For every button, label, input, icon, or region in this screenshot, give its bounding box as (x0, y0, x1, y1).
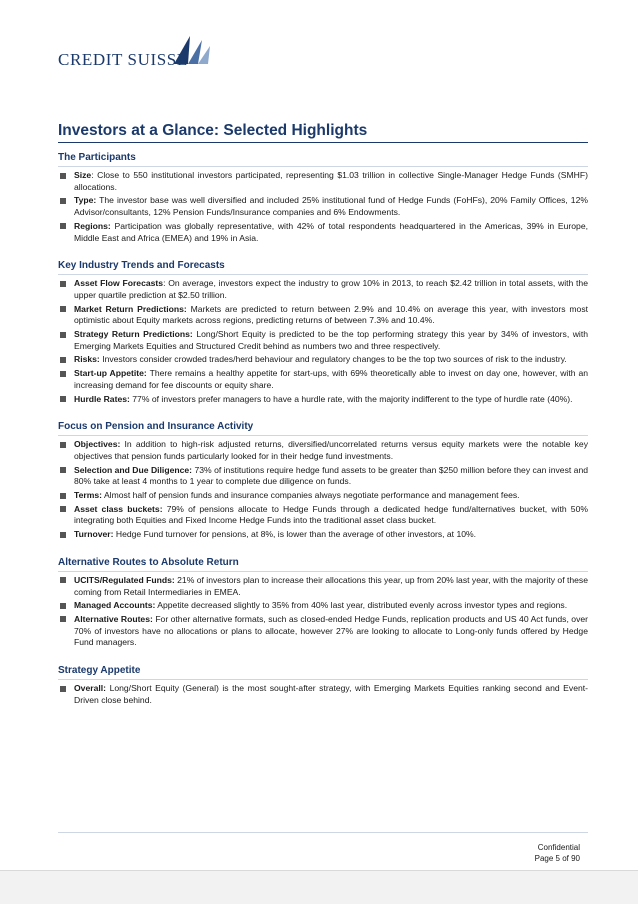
bullet-label: Turnover: (74, 529, 114, 540)
bullet-item (58, 195, 588, 218)
bullet-label: Market Return Predictions: (74, 303, 187, 314)
section (58, 146, 588, 244)
bullet-text: The investor base was well diversified and included 25% institutional fund of Hedge Funds (FoHFs), 20% Family Offices, 12% Advisor/consultants, 12% Pension Funds/Insurance companies and 6% Endowments. (74, 195, 588, 218)
bullet-item (58, 304, 588, 327)
bullet-text: 21% of investors plan to increase their allocations this year, up from 20% last year, with the majority of these coming from Retail Intermediaries in EMEA. (74, 574, 588, 597)
square-bullet-icon (60, 332, 66, 338)
bullet-label: Strategy Return Predictions: (74, 329, 193, 340)
bullet-label: Asset Flow Forecasts (74, 278, 164, 289)
bullet-text: Appetite decreased slightly to 35% from 40% last year, distributed evenly across investor types and regions. (157, 600, 568, 611)
section (58, 551, 588, 649)
bullet-text: Almost half of pension funds and insurance companies always negotiate performance and management fees. (103, 490, 520, 501)
page-title: Investors at a Glance: Selected Highlights (58, 122, 368, 139)
section-title: Strategy Appetite (58, 659, 588, 680)
bullet-text: Long/Short Equity is predicted to be the top performing strategy this year by 34% of investors, with Emerging Markets Equities and Structured Credit behind as numbers two and three respectively. (74, 329, 589, 351)
bullet-text: There remains a healthy appetite for start-ups, with 69% theoretically able to invest on day one, however, with an increasing demand for fee discounts or equity share. (74, 368, 588, 390)
bullet-label: Managed Accounts: (74, 600, 156, 611)
square-bullet-icon (60, 173, 66, 179)
bullet-text: Long/Short Equity (General) is the most sought-after strategy, with Emerging Markets Equities ranking second and Event-Driven close behind. (74, 683, 589, 705)
bullet-item (58, 394, 588, 406)
square-bullet-icon (60, 532, 66, 538)
confidential-label: Confidential (537, 843, 580, 852)
bullet-text: 79% of pensions allocate to Hedge Funds through a dedicated hedge fund/alternatives bucket, with 50% integrating both Equities and Fixed Income Hedge Funds into the traditional asset class bucket. (74, 503, 588, 526)
square-bullet-icon (60, 223, 66, 229)
bullet-item (58, 439, 588, 462)
bullet-item (58, 221, 588, 244)
square-bullet-icon (60, 281, 66, 287)
square-bullet-icon (60, 306, 66, 312)
logo-text: CREDIT SUISSE (58, 50, 188, 69)
bullet-text: Close to 550 institutional investors participated, representing $1.03 trillion in collective Single-Manager Hedge Funds (SMHF) allocations. (74, 170, 589, 192)
bullet-label: UCITS/Regulated Funds: (74, 574, 175, 585)
bullet-label: Objectives: (74, 439, 121, 450)
square-bullet-icon (60, 442, 66, 448)
square-bullet-icon (60, 357, 66, 363)
bullet-label: Alternative Routes: (74, 613, 153, 624)
bullet-item (58, 368, 588, 391)
bullet-label: Risks: (74, 354, 100, 365)
bullet-label: Start-up Appetite: (74, 368, 147, 379)
bullet-text: Hedge Fund turnover for pensions, at 8%, is lower than the average of other investors, at 10%. (115, 529, 477, 540)
page-bottom-edge (0, 870, 638, 904)
page-number: Page 5 of 90 (534, 854, 580, 863)
credit-suisse-logo (58, 34, 208, 68)
document-body (58, 146, 588, 717)
bullet-item (58, 575, 588, 598)
bullet-text: For other alternative formats, such as closed-ended Hedge Funds, replication products and US 40 Act funds, over 70% of investors have no allocations or plans to allocate, however 27% are looking to allocate to Long-only funds offered by Hedge Fund managers. (74, 613, 589, 648)
square-bullet-icon (60, 371, 66, 377)
title-divider (58, 142, 588, 143)
section-title: Key Industry Trends and Forecasts (58, 254, 588, 275)
bullet-label: Selection and Due Diligence: (74, 464, 193, 475)
square-bullet-icon (60, 603, 66, 609)
bullet-text: Markets are predicted to return between 2.9% and 10.4% on average this year, with investors most optimistic about Equity markets across regions, predicting returns of between 7.3% and 10.4%. (74, 303, 588, 326)
bullet-separator: : (91, 170, 98, 180)
page-footer (535, 842, 580, 864)
bullet-text: 77% of investors prefer managers to have a hurdle rate, with the majority indifferent to the type of hurdle rate (40%). (132, 393, 573, 404)
section-title: The Participants (58, 146, 588, 167)
section (58, 659, 588, 706)
bullet-item (58, 170, 588, 193)
footer-divider (58, 832, 588, 833)
section-title: Focus on Pension and Insurance Activity (58, 415, 588, 436)
bullet-item (58, 465, 588, 488)
section (58, 415, 588, 541)
bullet-item (58, 529, 588, 541)
bullet-label: Asset class buckets: (74, 503, 163, 514)
square-bullet-icon (60, 577, 66, 583)
bullet-text: Investors consider crowded trades/herd behaviour and regulatory changes to be the top two sources of risk to the industry. (102, 354, 567, 365)
bullet-item (58, 600, 588, 612)
bullet-item (58, 278, 588, 301)
section (58, 254, 588, 405)
square-bullet-icon (60, 493, 66, 499)
square-bullet-icon (60, 506, 66, 512)
bullet-item (58, 614, 588, 649)
square-bullet-icon (60, 616, 66, 622)
square-bullet-icon (60, 686, 66, 692)
bullet-text: On average, investors expect the industry to grow 10% in 2013, to reach $2.42 trillion in total assets, with the upper quartile prediction at $2.50 trillion. (74, 278, 588, 300)
bullet-label: Hurdle Rates: (74, 393, 130, 404)
bullet-text: Participation was globally representative, with 42% of total respondents headquartered in the Americas, 39% in Europe, Middle East and Africa (EMEA) and 19% in Asia. (74, 220, 588, 243)
bullet-item (58, 490, 588, 502)
bullet-text: In addition to high-risk adjusted returns, diversified/uncorrelated returns versus equity markets were the notable key objectives that pension funds particularly looked for in their hedge fund investments. (74, 439, 588, 461)
bullet-label: Overall: (74, 683, 107, 694)
bullet-separator: : (163, 278, 169, 289)
bullet-item (58, 683, 588, 706)
square-bullet-icon (60, 467, 66, 473)
bullet-label: Terms: (74, 490, 103, 501)
bullet-item (58, 329, 588, 352)
square-bullet-icon (60, 198, 66, 204)
square-bullet-icon (60, 396, 66, 402)
bullet-label: Type: (74, 195, 97, 206)
bullet-text: 73% of institutions require hedge fund assets to be greater than $250 million before they can invest and 80% take at least 4 months to 1 year to complete due diligence on funds. (74, 464, 589, 487)
bullet-label: Regions: (74, 220, 111, 231)
bullet-item (58, 504, 588, 527)
section-title: Alternative Routes to Absolute Return (58, 551, 588, 572)
bullet-item (58, 354, 588, 366)
bullet-label: Size (74, 170, 92, 180)
